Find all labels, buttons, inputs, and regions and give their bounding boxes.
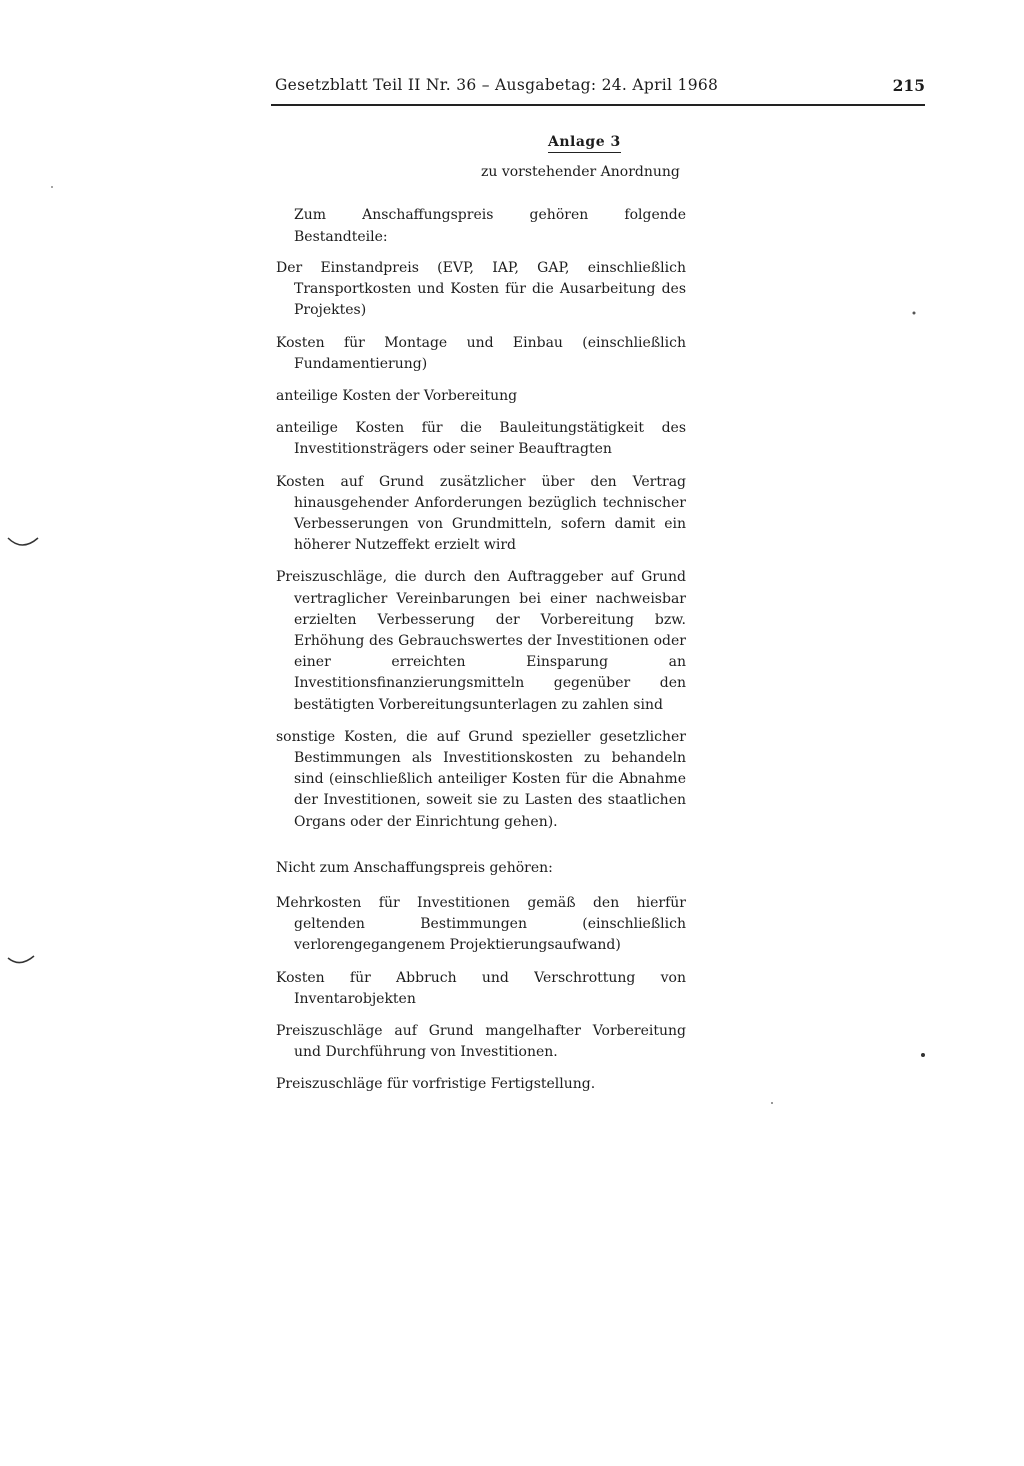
annex-subtitle: zu vorstehender Anordnung <box>481 164 680 180</box>
list-item: Preiszuschläge für vorfristige Fertigstellung. <box>276 1076 596 1093</box>
intro-text: Zum Anschaffungspreis gehören folgende Bestandteile: <box>294 207 686 245</box>
annex-label: Anlage 3 <box>548 134 621 153</box>
page-number: 215 <box>892 76 925 95</box>
list-item: sonstige Kosten, die auf Grund spezieller gesetzlicher Bestimmungen als Investitionskosten zu behandeln sind (einschließlich anteiliger Kosten für die Abnahme der Investitionen, soweit sie zu Lasten des staatlichen Organs oder der Einrichtung gehen). <box>276 728 686 830</box>
gazette-title: Gesetzblatt Teil II Nr. 36 – Ausgabetag: 24. April 1968 <box>275 76 719 94</box>
list-item: anteilige Kosten für die Bauleitungstätigkeit des Investitionsträgers oder seiner Beauftragten <box>276 420 686 458</box>
list-item: Kosten für Montage und Einbau (einschließlich Fundamentierung) <box>276 334 686 372</box>
excluded-heading: Nicht zum Anschaffungspreis gehören: <box>276 860 553 876</box>
list-item: Der Einstandpreis (EVP, IAP, GAP, einschließlich Transportkosten und Kosten für die Ausarbeitung des Projektes) <box>276 260 686 319</box>
list-item: Kosten für Abbruch und Verschrottung von Inventarobjekten <box>276 969 686 1007</box>
list-item: Kosten auf Grund zusätzlicher über den Vertrag hinausgehender Anforderungen bezüglich technischer Verbesserungen von Grundmitteln, sofern damit ein höherer Nutzeffekt erzielt wird <box>276 473 686 554</box>
list-item: Preiszuschläge auf Grund mangelhafter Vorbereitung und Durchführung von Investitionen. <box>276 1023 686 1061</box>
list-item: Mehrkosten für Investitionen gemäß den hierfür geltenden Bestimmungen (einschließlich verlorengegangenem Projektierungsaufwand) <box>276 895 686 954</box>
list-item: anteilige Kosten der Vorbereitung <box>276 388 518 405</box>
list-item: Preiszuschläge, die durch den Auftraggeber auf Grund vertraglicher Vereinbarungen bei einer nachweisbar erzielten Verbesserung der Vorbereitung bzw. Erhöhung des Gebrauchswertes der Investitionen oder einer erreichten Einsparung an Investitionsfinanzierungsmitteln gegenüber den bestätigten Vorbereitungsunterlagen zu zahlen sind <box>276 569 686 713</box>
